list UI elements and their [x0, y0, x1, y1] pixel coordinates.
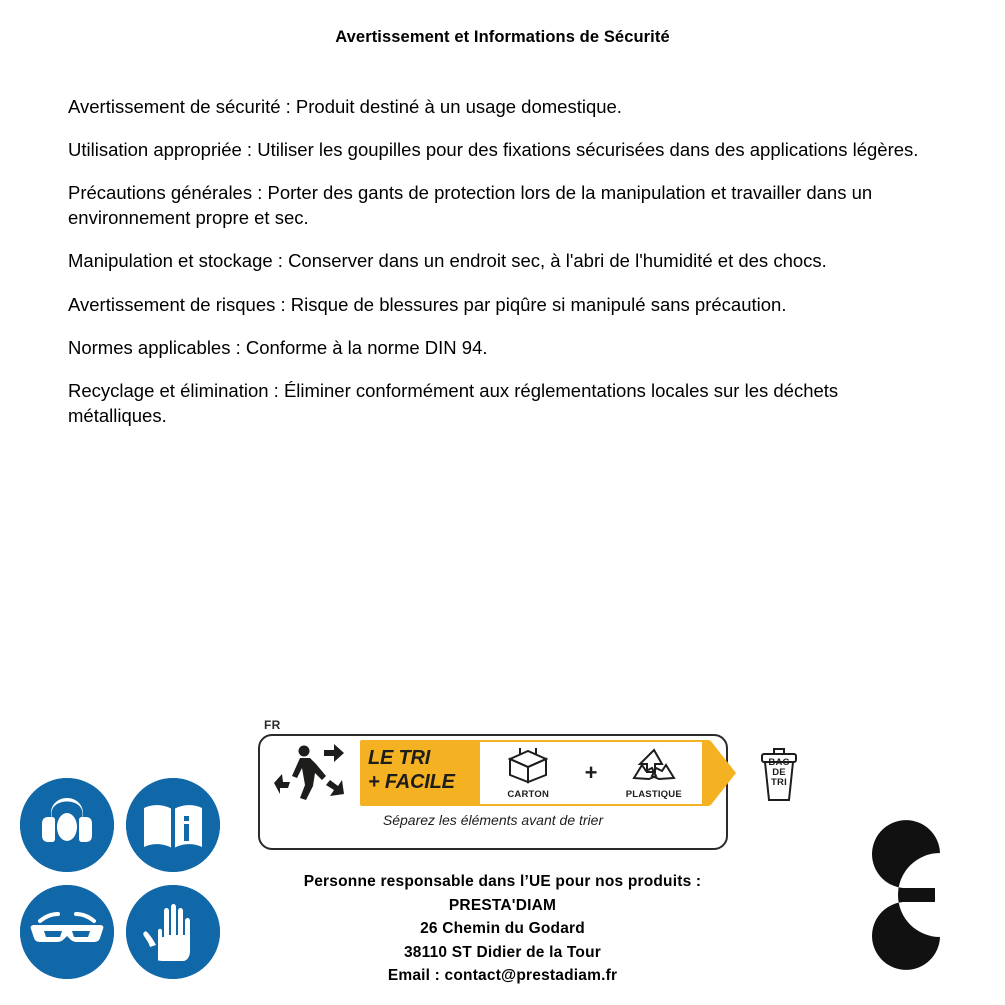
paragraph-recycling-disposal: Recyclage et élimination : Éliminer conformément aux réglementations locales sur les déchets métalliques.: [68, 380, 839, 426]
material-plastique-label: PLASTIQUE: [625, 788, 682, 800]
bin-label-line1: BAC: [768, 757, 790, 768]
read-instructions-icon: [126, 778, 220, 872]
bin-label-line2: DE: [772, 766, 786, 778]
tri-slogan: [368, 746, 478, 795]
language-tag: FR: [264, 718, 281, 732]
responsible-city: 38110 ST Didier de la Tour: [403, 943, 601, 961]
paragraph-general-precautions: Précautions générales : Porter des gants de protection lors de la manipulation et travailler dans un environnement propre et sec.: [68, 182, 873, 228]
responsible-address: 26 Chemin du Godard: [420, 920, 585, 938]
responsible-company: PRESTA'DIAM: [448, 896, 557, 914]
ce-mark-icon: [800, 845, 945, 945]
material-carton: [488, 747, 568, 800]
responsible-heading-suffix: pour nos produits :: [550, 873, 702, 890]
responsible-heading-prefix: Personne responsable dans l’: [303, 873, 529, 890]
material-plastique: [614, 747, 694, 800]
material-carton-label: CARTON: [507, 788, 550, 800]
paragraph-risk-warning: Avertissement de risques : Risque de blessures par piqûre si manipulé sans précaution.: [68, 293, 787, 315]
page-title: Avertissement et Informations de Sécurité: [335, 28, 670, 46]
triman-symbol-icon: [260, 736, 360, 808]
ear-protection-icon: [20, 778, 114, 872]
carton-box-icon: [500, 747, 556, 783]
paragraph-safety-warning: Avertissement de sécurité : Produit destiné à un usage domestique.: [68, 95, 622, 117]
responsible-email: Email : contact@prestadiam.fr: [387, 967, 618, 985]
bin-label: [748, 758, 810, 788]
tri-slogan-line1: LE TRI: [368, 747, 431, 769]
triman-recycling-banner: [258, 718, 790, 849]
document-body: [68, 76, 930, 447]
paragraph-appropriate-use: Utilisation appropriée : Utiliser les goupilles pour des fixations sécurisées dans des applications légères.: [68, 138, 919, 160]
recycling-bin-icon: [748, 746, 810, 808]
recycle-arrows-icon: [628, 747, 680, 783]
paragraph-applicable-standards: Normes applicables : Conforme à la norme DIN 94.: [68, 336, 488, 358]
tri-slogan-line2: + FACILE: [368, 771, 455, 794]
bin-label-line3: TRI: [771, 776, 787, 788]
triman-footer-text: Séparez les éléments avant de trier: [382, 812, 604, 828]
paragraph-handling-storage: Manipulation et stockage : Conserver dans un endroit sec, à l'abri de l'humidité et des chocs.: [68, 250, 827, 272]
materials-separator: +: [584, 760, 598, 785]
responsible-heading-region: UE: [528, 873, 551, 890]
materials-panel: [480, 742, 702, 804]
